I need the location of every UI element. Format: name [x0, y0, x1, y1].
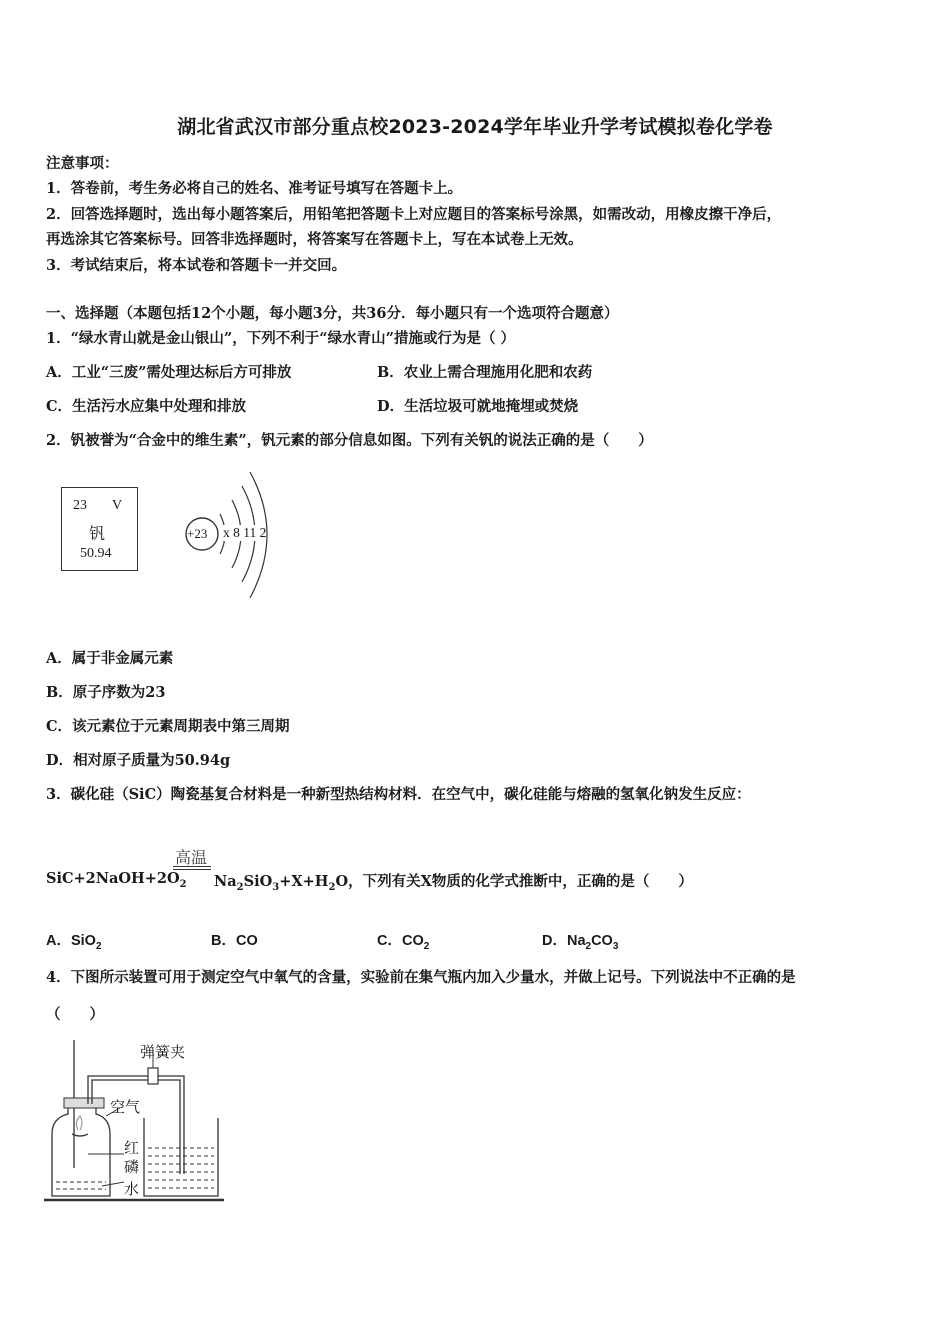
label-spring-clip: 弹簧夹	[140, 1043, 186, 1061]
q4-stem: 4．下图所示装置可用于测定空气中氧气的含量，实验前在集气瓶内加入少量水，并做上记号。下列说法中不正确的是	[46, 969, 796, 986]
element-mass: 50.94	[80, 546, 112, 561]
element-card	[61, 487, 138, 571]
bottle-stopper	[64, 1098, 104, 1108]
q3-option-a: A．SiO$_2$	[46, 933, 102, 952]
label-red-phosphorus: 红磷	[124, 1139, 140, 1176]
notice-heading: 注意事项：	[46, 155, 119, 172]
q3-option-c: C．$CO_2$	[377, 933, 430, 952]
q1-stem: 1．“绿水青山就是金山银山”，下列不利于“绿水青山”措施或行为是（ ）	[46, 330, 515, 347]
section-heading: 一、选择题（本题包括12个小题，每小题3分，共36分．每小题只有一个选项符合题意）	[46, 305, 619, 322]
notice-item-1: 1．答卷前，考生务必将自己的姓名、准考证号填写在答题卡上。	[46, 180, 463, 197]
element-number: 23	[73, 498, 87, 513]
q2-stem: 2．钒被誉为“合金中的维生素”，钒元素的部分信息如图。下列有关钒的说法正确的是（ ）	[46, 432, 653, 449]
notice-item-3: 3．考试结束后，将本试卷和答题卡一并交回。	[46, 257, 347, 274]
beaker	[144, 1118, 218, 1196]
q4-paren: （ ）	[46, 1006, 104, 1023]
q2-option-d: D．相对原子质量为50.94g	[46, 752, 231, 769]
q3-stem: 3．碳化硅（SiC）陶瓷基复合材料是一种新型热结构材料．在空气中，碳化硅能与熔融的氢氧化钠发生反应：	[46, 786, 751, 803]
flame-icon	[76, 1116, 82, 1130]
atom-shell-electrons: x 8 11 2	[223, 525, 267, 540]
reaction-arrow-line-top	[173, 866, 211, 867]
q2-option-c: C．该元素位于元素周期表中第三周期	[46, 718, 290, 735]
q3-equation-lhs: $SiC+2NaOH+2O_2$	[46, 870, 187, 890]
notice-item-2-cont: 再选涂其它答案标号。回答非选择题时，将答案写在答题卡上，写在本试卷上无效。	[46, 231, 583, 248]
notice-item-2: 2．回答选择题时，选出每小题答案后，用铅笔把答题卡上对应题目的答案标号涂黑，如需改动，用橡皮擦干净后，	[46, 206, 782, 223]
gas-bottle	[52, 1108, 110, 1196]
label-air: 空气	[110, 1098, 141, 1116]
q1-option-a: A．工业“三废”需处理达标后方可排放	[46, 364, 292, 381]
q3-option-b: B．CO	[211, 933, 258, 949]
q3-equation-rhs: $Na_2SiO_3+X+H_2O$，下列有关X物质的化学式推断中，正确的是（ ）	[214, 873, 693, 893]
reaction-condition: 高温	[175, 848, 208, 867]
q3-option-d: D．$Na_2CO_3$	[542, 933, 619, 952]
q1-option-d: D．生活垃圾可就地掩埋或焚烧	[377, 398, 579, 415]
label-water: 水	[124, 1180, 140, 1198]
q1-option-c: C．生活污水应集中处理和排放	[46, 398, 247, 415]
page-title: 湖北省武汉市部分重点校2023-2024学年毕业升学考试模拟卷化学卷	[177, 116, 773, 138]
water-pointer	[102, 1182, 124, 1186]
element-name: 钒	[89, 526, 106, 543]
spring-clip	[148, 1068, 158, 1084]
element-symbol: V	[112, 498, 123, 513]
q2-option-a: A．属于非金属元素	[46, 650, 174, 667]
q2-option-b: B．原子序数为23	[46, 684, 166, 701]
atom-nucleus-charge: +23	[187, 526, 208, 541]
q1-option-b: B．农业上需合理施用化肥和农药	[377, 364, 593, 381]
